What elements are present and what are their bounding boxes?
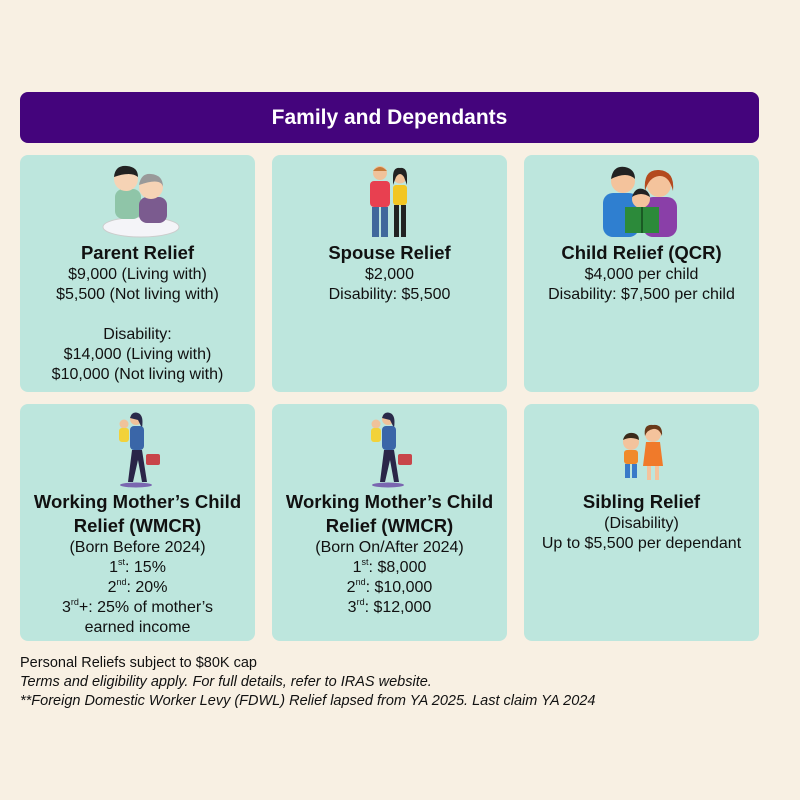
text-fragment: 3 <box>347 599 357 616</box>
card-line: $14,000 (Living with) <box>63 346 212 363</box>
card-line: Disability: $7,500 per child <box>548 286 735 303</box>
card-line: $2,000 <box>365 266 414 283</box>
card-title: Parent Relief <box>80 242 195 263</box>
card-line <box>20 598 255 618</box>
working-mother-illustration <box>272 410 507 488</box>
footer-fdwl-note: **Foreign Domestic Worker Levy (FDWL) Relief lapsed from YA 2025. Last claim YA 2024 <box>20 693 596 709</box>
card-line: (Disability) <box>604 515 679 532</box>
card-title: Spouse Relief <box>328 242 451 263</box>
text-fragment: 1 <box>109 559 118 576</box>
card-title: Child Relief (QCR) <box>561 242 722 263</box>
card-line: $10,000 (Not living with) <box>51 366 224 383</box>
text-fragment: nd <box>355 577 366 587</box>
text-fragment: st <box>361 557 369 567</box>
couple-illustration <box>272 161 507 239</box>
card-title-line: Relief (WMCR) <box>73 515 202 536</box>
card-line: Up to $5,500 per dependant <box>541 535 742 552</box>
family-reading-illustration <box>524 161 759 239</box>
text-fragment: 2 <box>107 579 117 596</box>
card-title-line: Relief (WMCR) <box>325 515 454 536</box>
footer-notes <box>20 654 595 711</box>
card-line: $9,000 (Living with) <box>68 266 207 283</box>
text-fragment: +: 25% of mother’s <box>78 599 214 616</box>
text-fragment: : $10,000 <box>365 579 433 596</box>
card-title-line: Working Mother’s Child <box>33 491 242 512</box>
card-line: $4,000 per child <box>584 266 699 283</box>
text-fragment: rd <box>356 597 365 607</box>
footer-terms-note: Terms and eligibility apply. For full details, refer to IRAS website. <box>20 674 432 690</box>
caregiver-elderly-illustration <box>20 161 255 239</box>
card-title: Sibling Relief <box>582 491 701 512</box>
card-spouse-relief <box>272 155 507 392</box>
text-fragment: nd <box>116 577 127 587</box>
card-sibling-relief <box>524 404 759 641</box>
section-title: Family and Dependants <box>271 105 508 129</box>
text-fragment: : $12,000 <box>364 599 432 616</box>
card-line <box>272 578 507 598</box>
text-fragment: 3 <box>61 599 71 616</box>
text-fragment: rd <box>70 597 79 607</box>
card-subtitle: (Born Before 2024) <box>69 539 206 556</box>
working-mother-illustration <box>20 410 255 488</box>
card-line <box>20 578 255 598</box>
card-title-line: Working Mother’s Child <box>285 491 494 512</box>
card-wmcr-before-2024 <box>20 404 255 641</box>
text-fragment: : $8,000 <box>368 559 427 576</box>
card-line: earned income <box>84 619 191 636</box>
text-fragment: 2 <box>346 579 356 596</box>
footer-cap-note: Personal Reliefs subject to $80K cap <box>20 655 257 671</box>
text-fragment: : 15% <box>125 559 166 576</box>
card-parent-relief <box>20 155 255 392</box>
card-line: Disability: $5,500 <box>328 286 451 303</box>
card-wmcr-after-2024 <box>272 404 507 641</box>
text-fragment: 1 <box>352 559 362 576</box>
section-header <box>20 92 759 143</box>
card-child-relief <box>524 155 759 392</box>
siblings-illustration <box>524 410 759 488</box>
text-fragment: st <box>117 557 125 567</box>
card-subtitle: (Born On/After 2024) <box>315 539 464 556</box>
text-fragment: : 20% <box>126 579 168 596</box>
card-line: Disability: <box>103 326 172 343</box>
card-line <box>20 558 255 578</box>
card-line <box>272 558 507 578</box>
card-line: $5,500 (Not living with) <box>56 286 219 303</box>
card-line <box>272 598 507 618</box>
